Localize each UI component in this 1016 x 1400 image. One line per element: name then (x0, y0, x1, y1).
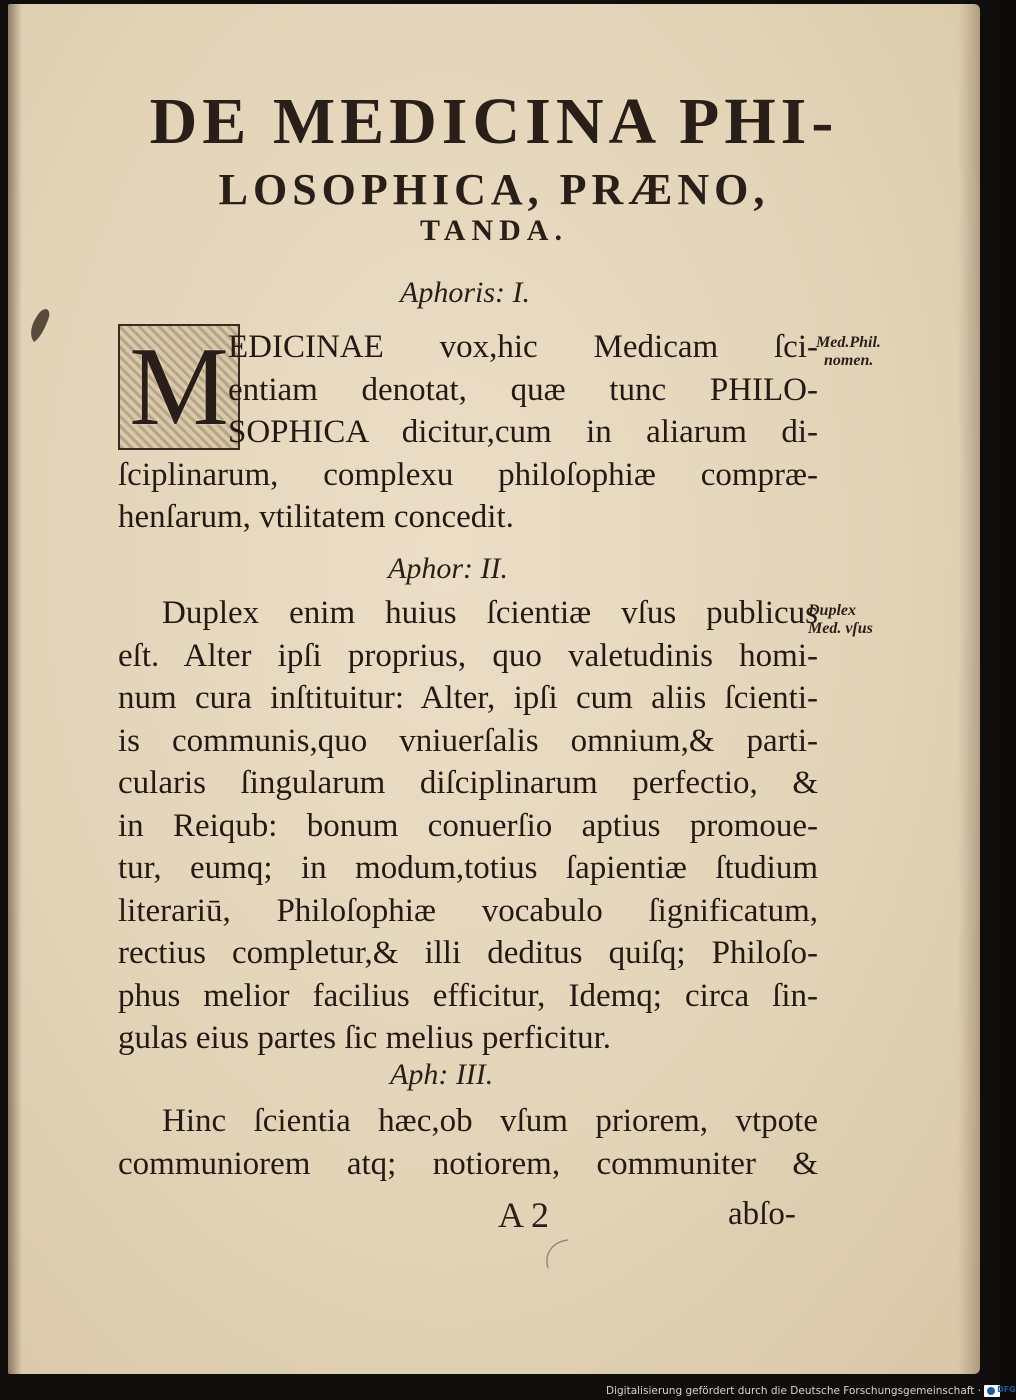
book-page (8, 4, 980, 1374)
ink-stain-mark (24, 304, 54, 346)
para2-line: is communis,quo vniuerſalis omnium,& parti- (118, 722, 818, 759)
paragraph-aphorism-3 (118, 1100, 818, 1185)
para2-line: eſt. Alter ipſi proprius, quo valetudinis homi- (118, 637, 818, 674)
drop-cap-letter: M (129, 324, 229, 449)
catchword: abſo- (728, 1196, 796, 1232)
footer-text: Digitalisierung gefördert durch die Deutsche Forschungsgemeinschaft · (606, 1385, 982, 1397)
para1-line: entiam denotat, quæ tunc PHILO- (228, 371, 818, 408)
para2-line: num cura inſtituitur: Alter, ipſi cum aliis ſcienti- (118, 680, 818, 716)
aphorism-3-heading: Aph: III. (390, 1058, 494, 1091)
aphorism-2-heading: Aphor: II. (388, 552, 508, 585)
margin-note-line: nomen. (824, 352, 874, 369)
title-line-2: LOSOPHICA, PRÆNO, (218, 165, 770, 214)
para1-line: ſciplinarum, complexu philoſophiæ compræ- (118, 456, 818, 493)
para2-line: gulas eius partes ſic melius perficitur. (118, 1020, 612, 1056)
pencil-mark (538, 1234, 578, 1274)
margin-note-line: Duplex (808, 602, 856, 619)
dfg-logo-icon (984, 1385, 1016, 1397)
margin-note-line: Med.Phil. (816, 334, 881, 351)
para2-line: in Reiqub: bonum conuerſio aptius promoue- (118, 807, 818, 844)
margin-note-duplex (808, 602, 873, 638)
para3-line: Hinc ſcientia hæc,ob vſum priorem, vtpote (162, 1103, 818, 1139)
para3-line: communiorem atq; notiorem, communiter & (118, 1145, 818, 1182)
para2-line: cularis ſingularum diſciplinarum perfectio, & (118, 765, 818, 801)
para1-line: SOPHICA dicitur,cum in aliarum di- (228, 414, 818, 450)
para2-line: Duplex enim huius ſcientiæ vſus publicus (162, 595, 818, 631)
paragraph-aphorism-2 (118, 592, 818, 1060)
para2-line: literariū, Philoſophiæ vocabulo ſignificatum, (118, 892, 818, 929)
margin-note-med-phil (816, 334, 881, 370)
para1-line: EDICINAE vox,hic Medicam ſci- (228, 329, 818, 365)
digitization-footer (606, 1384, 1016, 1398)
dfg-logo-text: DFG (997, 1385, 1016, 1394)
para2-line: tur, eumq; in modum,totius ſapientiæ ſtudium (118, 850, 818, 886)
title-line-3: TANDA. (420, 214, 568, 247)
para2-line: phus melior facilius efficitur, Idemq; circa ſin- (118, 977, 818, 1014)
signature-mark: A 2 (498, 1195, 550, 1235)
paragraph-aphorism-1 (118, 326, 818, 539)
para2-line: rectius completur,& illi deditus quiſq; Philoſo- (118, 935, 818, 971)
margin-note-line: Med. vſus (808, 620, 873, 637)
aphorism-1-heading: Aphoris: I. (400, 276, 530, 309)
title-line-1: DE MEDICINA PHI- (149, 85, 839, 158)
para1-line: henſarum, vtilitatem concedit. (118, 499, 514, 535)
